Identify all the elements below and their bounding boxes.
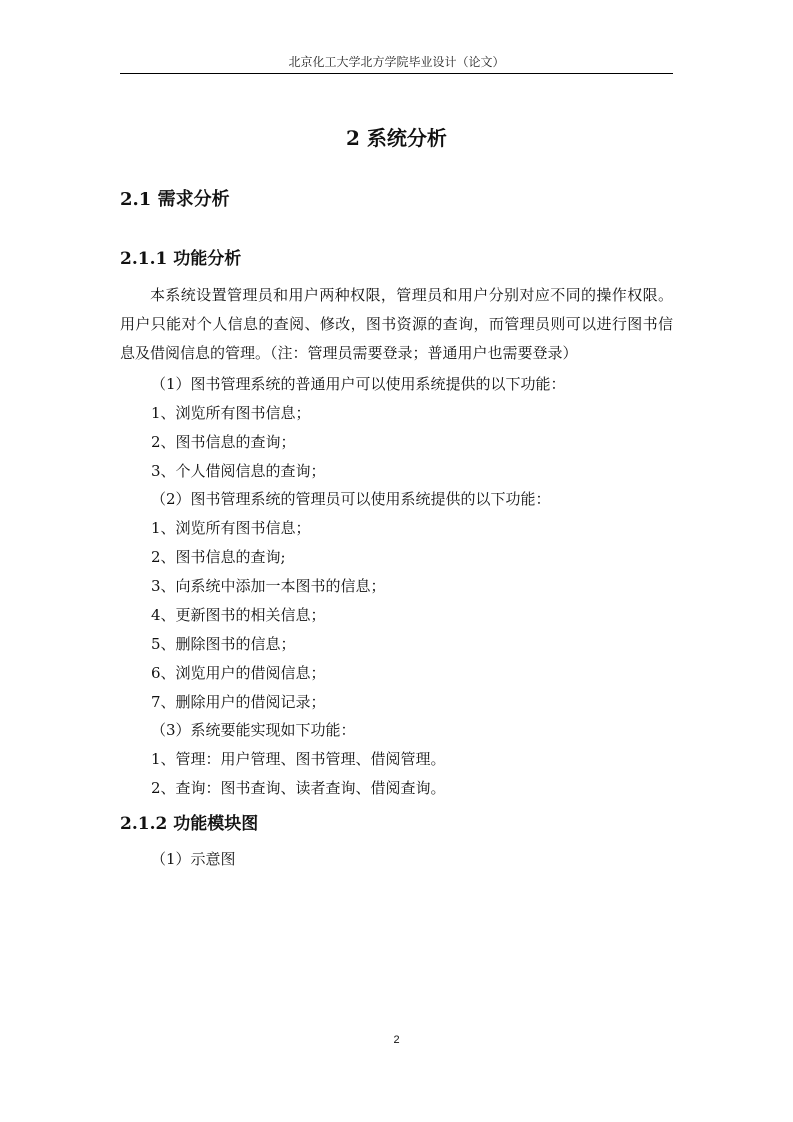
chapter-title: 2 系统分析 [346,126,447,150]
list-item: 5、删除图书的信息； [151,635,296,653]
header-divider [120,73,673,74]
list-item: 2、查询：图书查询、读者查询、借阅查询。 [151,779,446,797]
list-item: 2、图书信息的查询; [151,548,286,566]
list-item: 6、浏览用户的借阅信息； [151,664,326,682]
list-item: 3、向系统中添加一本图书的信息； [151,577,386,595]
list-item: 1、浏览所有图书信息； [151,404,311,422]
list-item: 7、删除用户的借阅记录； [151,693,326,711]
subsection-title-functional-analysis: 2.1.1 功能分析 [120,249,242,269]
diagram-caption: （1）示意图 [151,850,236,868]
list-heading-admin: （2）图书管理系统的管理员可以使用系统提供的以下功能： [151,490,551,508]
list-item: 3、个人借阅信息的查询； [151,462,326,480]
page-header: 北京化工大学北方学院毕业设计（论文） [288,55,505,69]
subsection-title-module-diagram: 2.1.2 功能模块图 [120,814,259,834]
intro-paragraph: 本系统设置管理员和用户两种权限，管理员和用户分别对应不同的操作权限。用户只能对个人信息的查阅、修改，图书资源的查询，而管理员则可以进行图书信息及借阅信息的管理。（注：管理员需要登录；普通用户也需要登录） [120,286,673,362]
section-title: 2.1 需求分析 [120,189,230,210]
list-heading-system-functions: （3）系统要能实现如下功能： [151,721,356,739]
list-item: 4、更新图书的相关信息； [151,606,326,624]
list-item: 2、图书信息的查询； [151,433,296,451]
page-number: 2 [393,1034,400,1046]
list-heading-regular-user: （1）图书管理系统的普通用户可以使用系统提供的以下功能： [151,375,566,393]
list-item: 1、管理：用户管理、图书管理、借阅管理。 [151,750,446,768]
list-item: 1、浏览所有图书信息； [151,519,311,537]
